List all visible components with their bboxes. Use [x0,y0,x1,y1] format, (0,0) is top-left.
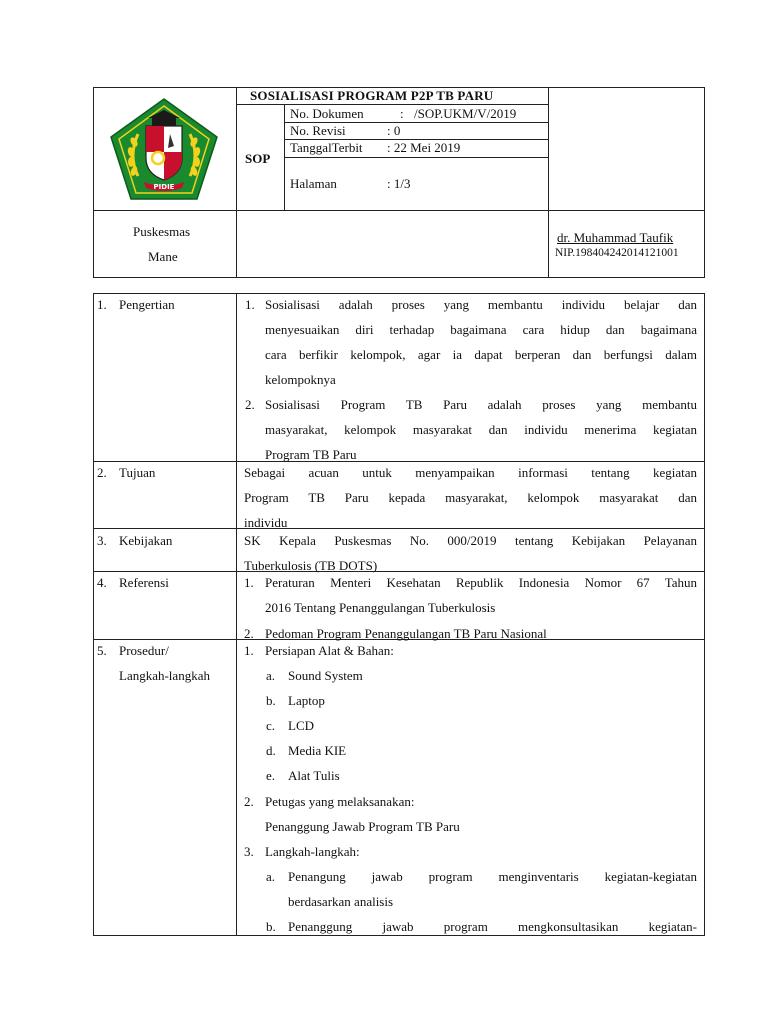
row-number: 3. [97,533,107,548]
item-number: 1. [245,297,255,312]
doc-no-sep: : [400,106,404,121]
puskesmas-logo [108,96,220,202]
org-name-line1: Puskesmas [133,224,191,239]
sub-letter: d. [266,743,276,758]
text-line: Tuberkulosis (TB DOTS) [244,558,378,573]
text-line: kelompoknya [265,372,336,387]
text-line: Sebagai acuan untuk menyampaikan informasi tentang kegiatan [244,465,697,480]
row-label: Pengertian [119,297,175,312]
item-number: 2. [244,794,254,809]
sop-label: SOP [245,151,271,166]
row-number: 1. [97,297,107,312]
page-value: : 1/3 [387,176,411,191]
page-label: Halaman [290,176,337,191]
org-name-line2: Mane [148,249,178,264]
item-number: 3. [244,844,254,859]
doc-no-value: /SOP.UKM/V/2019 [414,106,517,121]
text-line: Program TB Paru [265,447,357,462]
text-line: individu [244,515,288,530]
signer-nip: NIP.198404242014121001 [555,247,679,259]
text-line: masyarakat, kelompok masyarakat dan individu menerima kegiatan [265,422,697,437]
sub-letter: c. [266,718,276,733]
row-number: 2. [97,465,107,480]
content-border-left [93,293,94,936]
list-item: LCD [288,718,314,733]
row-number: 4. [97,575,107,590]
document-title: SOSIALISASI PROGRAM P2P TB PARU [250,88,494,103]
header-col-divider-2 [548,87,549,278]
list-item: Laptop [288,693,325,708]
item-number: 1. [244,643,254,658]
date-value: : 22 Mei 2019 [387,140,461,155]
text-line: 2016 Tentang Penanggulangan Tuberkulosis [265,600,496,615]
text-line: SK Kepala Puskesmas No. 000/2019 tentang Kebijakan Pelayanan [244,533,697,548]
text-line: menyesuaikan diri terhadap bagaimana cara hidup dan bagaimana [265,322,697,337]
content-border-top [93,293,705,294]
text-line: Penanggung jawab program mengkonsultasikan kegiatan- [288,919,697,934]
row-divider-3 [93,571,705,572]
row-label-line2: Langkah-langkah [119,668,210,683]
text-line: cara berfikir kelompok, agar ia dapat berperan dan berfungsi dalam [265,347,697,362]
header-border-mid [93,210,705,211]
row-label: Prosedur/ [119,643,169,658]
text-line: berdasarkan analisis [288,894,394,909]
content-border-right [704,293,705,936]
sub-letter: e. [266,768,276,783]
signer-name: dr. Muhammad Taufik [557,230,674,245]
list-item: Sound System [288,668,363,683]
row-label: Referensi [119,575,169,590]
content-col-divider [236,293,237,936]
item-number: 2. [244,626,254,641]
row-label: Kebijakan [119,533,173,548]
header-border-bottom [93,277,705,278]
title-underline [236,104,548,105]
row-divider-2 [93,528,705,529]
item-number: 1. [244,575,254,590]
text-line: Peraturan Menteri Kesehatan Republik Indonesia Nomor 67 Tahun [265,575,697,590]
sub-letter: a. [266,869,276,884]
text-line: Sosialisasi adalah proses yang membantu individu belajar dan [265,297,697,312]
text-line: Persiapan Alat & Bahan: [265,643,394,658]
list-item: Media KIE [288,743,347,758]
revision-label: No. Revisi [290,123,346,138]
row-number: 5. [97,643,107,658]
header-border-right [704,87,705,278]
text-line: Pedoman Program Penanggulangan TB Paru Nasional [265,626,547,641]
text-line: Penangung jawab program menginventaris kegiatan-kegiatan [288,869,697,884]
text-line: Petugas yang melaksanakan: [265,794,415,809]
header-col-divider-1 [236,87,237,278]
text-line: Penanggung Jawab Program TB Paru [265,819,460,834]
text-line: Sosialisasi Program TB Paru adalah proses yang membantu [265,397,697,412]
logo-text: PIDIE [153,183,175,191]
list-item: Alat Tulis [288,768,340,783]
text-line: Program TB Paru kepada masyarakat, kelompok masyarakat dan [244,490,697,505]
header-border-left [93,87,94,278]
item-number: 2. [245,397,255,412]
sub-letter: b. [266,919,276,934]
revision-value: : 0 [387,123,401,138]
text-line: Langkah-langkah: [265,844,360,859]
meta-row-line-3 [284,157,548,158]
content-border-bottom [93,935,705,936]
date-label: TanggalTerbit [290,140,363,155]
sub-letter: b. [266,693,276,708]
doc-no-label: No. Dokumen [290,106,364,121]
row-divider-1 [93,461,705,462]
sub-letter: a. [266,668,276,683]
row-label: Tujuan [119,465,156,480]
